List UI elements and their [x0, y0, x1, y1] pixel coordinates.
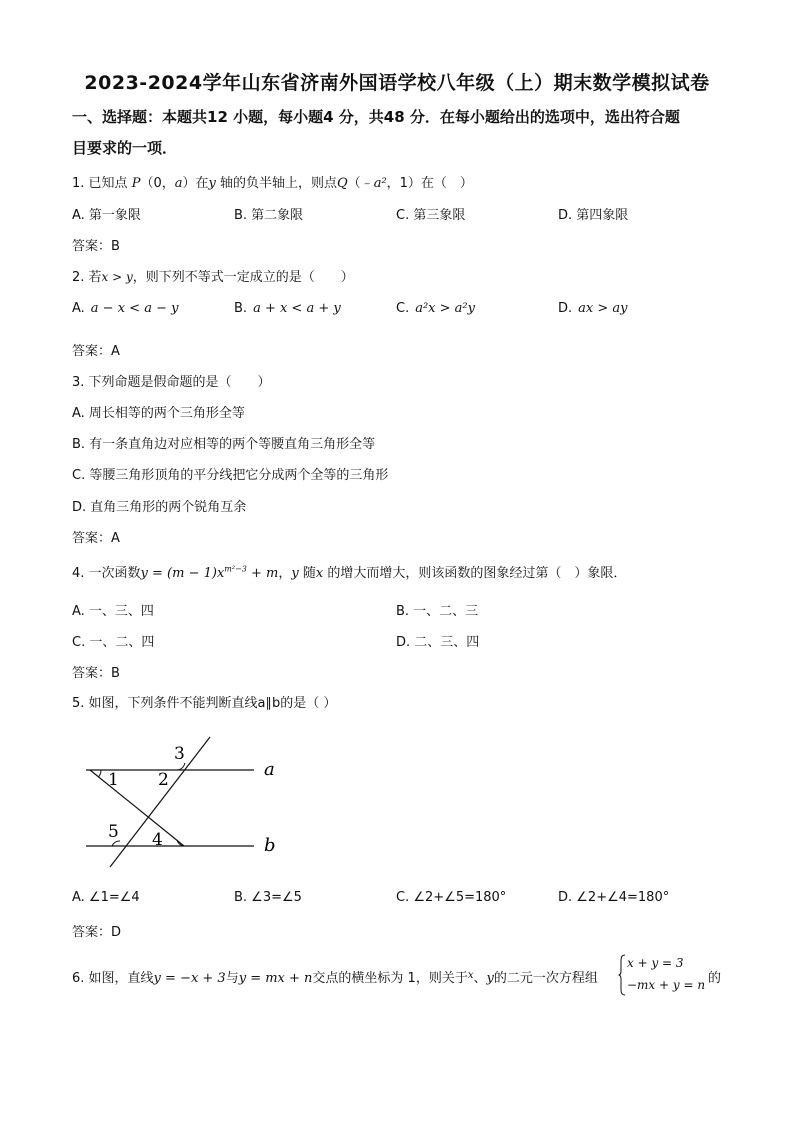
- q4-option-a: A. 一、三、四: [72, 604, 154, 619]
- line-label-b: b: [264, 835, 276, 856]
- q2-option-b-expr: a + x < a + y: [253, 301, 341, 316]
- q5-option-d: D. ∠2+∠4=180°: [558, 890, 670, 905]
- q2-option-a-expr: a − x < a − y: [90, 301, 179, 316]
- q3-stem: 3. 下列命题是假命题的是（ ）: [72, 375, 271, 390]
- q2-option-c-expr: a²x > a²y: [415, 301, 475, 316]
- q3-option-d: D. 直角三角形的两个锐角互余: [72, 500, 247, 515]
- q6-stem-mid1: 与: [225, 971, 239, 986]
- q3-option-a: A. 周长相等的两个三角形全等: [72, 406, 245, 421]
- q4-x: x: [315, 566, 324, 581]
- q4-stem-mid: ，: [278, 566, 292, 581]
- q1-option-b: B. 第二象限: [234, 208, 304, 223]
- q2-condition: x > y: [101, 270, 133, 284]
- q1-stem-mid4: （﹣: [347, 176, 374, 191]
- q3-option-c: C. 等腰三角形顶角的平分线把它分成两个全等的三角形: [72, 468, 389, 483]
- q2-option-d: [558, 301, 628, 316]
- q6-stem-mid3: 的二元一次方程组: [493, 971, 598, 986]
- q1-stem-mid1: （0，: [140, 176, 175, 191]
- q5-option-a: A. ∠1=∠4: [72, 890, 140, 905]
- q3-answer: 答案：A: [72, 531, 120, 546]
- q4-stem-pre: 4. 一次函数: [72, 566, 141, 581]
- q2-option-b: [234, 301, 341, 316]
- q6-equation-1: x + y = 3: [627, 956, 684, 970]
- q4-option-d: D. 二、三、四: [396, 635, 480, 650]
- q2-stem-pre: 2. 若: [72, 270, 102, 285]
- q6-var-x: x: [467, 970, 474, 981]
- q4-function: y = (m − 1)x: [140, 566, 225, 581]
- q4-stem-end: 的增大而增大，则该函数的图象经过第（ ）象限．: [323, 566, 627, 581]
- q4-y: y: [291, 566, 299, 581]
- q2-option-b-letter: B.: [234, 301, 248, 316]
- q6-line1: y = −x + 3: [153, 971, 226, 986]
- q4-stem: [72, 562, 626, 581]
- q1-y: y: [208, 176, 216, 191]
- q1-a-squared: a²: [373, 176, 387, 191]
- q4-stem-mid2: 随: [298, 566, 316, 581]
- angle-1-arc: [99, 770, 102, 777]
- q1-point-q: Q: [337, 176, 348, 191]
- transversal-1: [90, 770, 184, 846]
- angle-label-1: 1: [108, 770, 119, 790]
- q4-function-end: + m: [246, 566, 279, 581]
- q5-option-c: C. ∠2+∠5=180°: [396, 890, 507, 905]
- q2-option-a-letter: A.: [72, 301, 85, 316]
- q4-option-b: B. 一、二、三: [396, 604, 479, 619]
- q1-point-p: P: [131, 176, 141, 191]
- angle-label-3: 3: [174, 744, 185, 764]
- q6-system-brace: [618, 954, 626, 996]
- angle-label-4: 4: [152, 830, 163, 850]
- q1-answer: 答案：B: [72, 239, 120, 254]
- q2-option-d-letter: D.: [558, 301, 573, 316]
- q1-stem-mid2: ）在: [182, 176, 209, 191]
- q2-option-d-expr: ax > ay: [578, 301, 628, 316]
- angle-3-arc: [176, 763, 185, 770]
- q4-exponent: m²−3: [224, 564, 247, 574]
- q2-option-c-letter: C.: [396, 301, 410, 316]
- q4-answer: 答案：B: [72, 666, 120, 681]
- exam-title: 2023-2024学年山东省济南外国语学校八年级（上）期末数学模拟试卷: [84, 72, 710, 94]
- section-heading-line2: 目要求的一项．: [72, 139, 178, 157]
- q1-option-d: D. 第四象限: [558, 208, 629, 223]
- q6-var-y: y: [486, 971, 494, 986]
- angle-label-5: 5: [108, 822, 119, 842]
- q5-answer: 答案：D: [72, 925, 122, 940]
- q6-line2: y = mx + n: [238, 971, 313, 986]
- q2-stem: [72, 266, 354, 285]
- q1-option-c: C. 第三象限: [396, 208, 466, 223]
- line-label-a: a: [264, 759, 275, 780]
- q5-option-b: B. ∠3=∠5: [234, 890, 302, 905]
- parallel-lines-figure: [80, 733, 300, 873]
- q1-stem-mid3: 轴的负半轴上，则点: [215, 176, 337, 191]
- q2-option-a: [72, 301, 178, 316]
- q6-stem-end: 的: [708, 971, 722, 986]
- q1-stem: [72, 172, 473, 191]
- q6-stem-pre: 6. 如图，直线: [72, 971, 154, 986]
- section-heading-line1: 一、选择题：本题共12 小题，每小题4 分，共48 分．在每小题给出的选项中，选出符合题: [72, 108, 680, 126]
- angle-label-2: 2: [158, 770, 169, 790]
- q4-option-c: C. 一、二、四: [72, 635, 155, 650]
- q5-stem: 5. 如图，下列条件不能判断直线a∥b的是（ ）: [72, 696, 337, 711]
- q6-stem: [72, 967, 598, 986]
- q2-stem-end: ，则下列不等式一定成立的是（ ）: [132, 270, 354, 285]
- q6-equation-2: −mx + y = n: [627, 978, 706, 992]
- q6-var-sep: 、: [473, 971, 487, 986]
- q3-option-b: B. 有一条直角边对应相等的两个等腰直角三角形全等: [72, 437, 376, 452]
- q2-option-c: [396, 301, 475, 316]
- q2-answer: 答案：A: [72, 344, 120, 359]
- q1-stem-end: ，1）在（ ）: [386, 176, 473, 191]
- q1-stem-pre: 1. 已知点: [72, 176, 128, 191]
- q6-stem-mid2: 交点的横坐标为 1，则关于: [312, 971, 468, 986]
- q1-a: a: [174, 176, 183, 191]
- q1-option-a: A. 第一象限: [72, 208, 141, 223]
